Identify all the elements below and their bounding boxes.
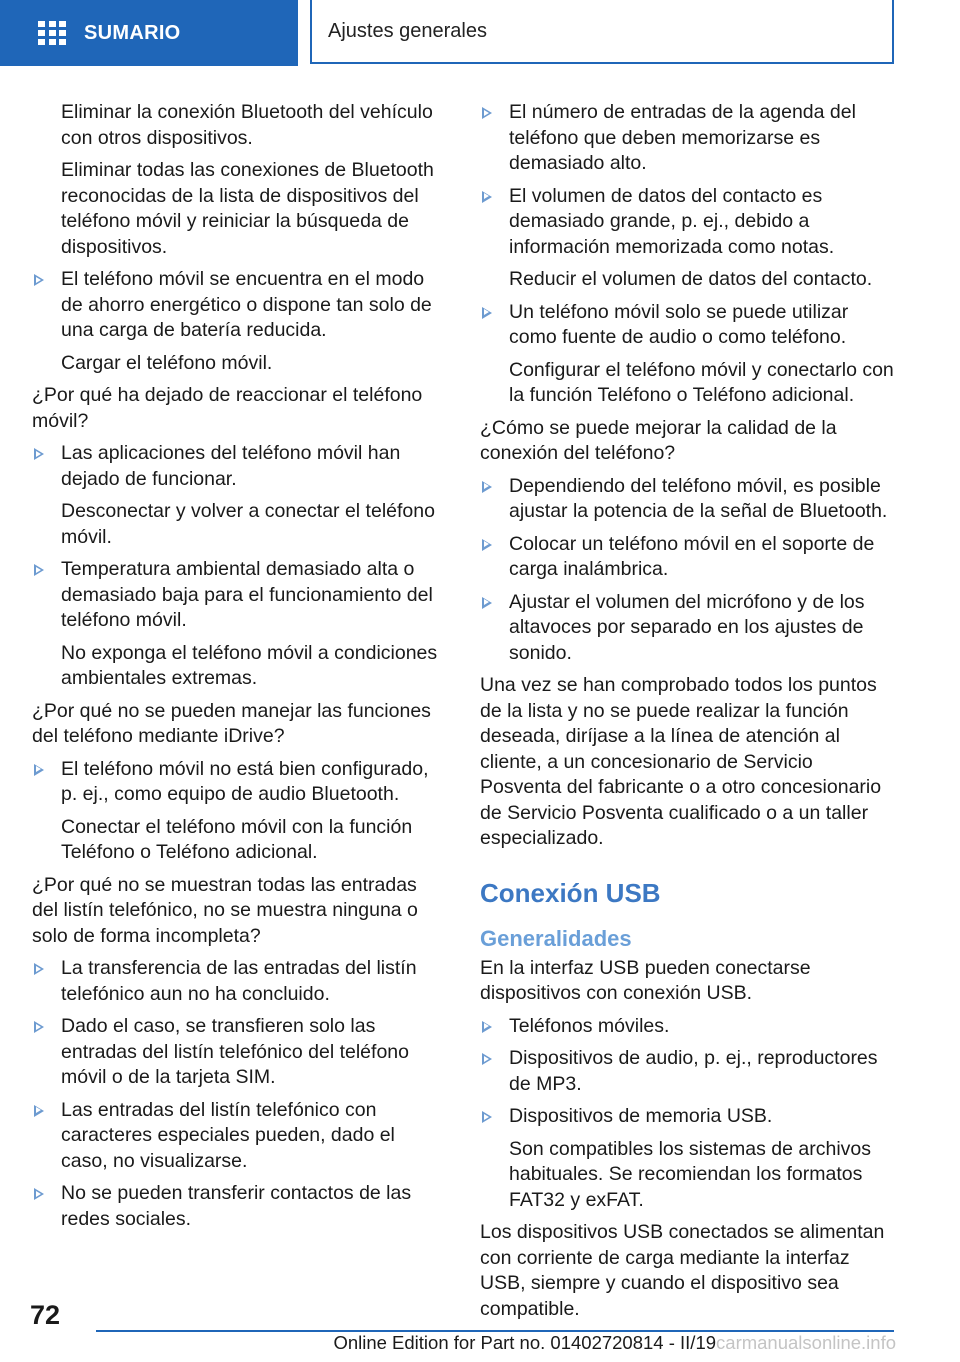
triangle-bullet-icon: [482, 1021, 492, 1033]
triangle-bullet-icon: [482, 539, 492, 551]
instruction-paragraph: Eliminar la conexión Bluetooth del vehículo con otros dispositivos.: [61, 101, 433, 149]
bullet-text: Teléfonos móviles.: [509, 1014, 670, 1037]
bullet-text: Ajustar el volumen del micrófono y de los altavoces por separado en los ajustes de sonido.: [509, 590, 865, 664]
bullet-text: El teléfono móvil no está bien configurado, p. ej., como equipo de audio Bluetooth.: [61, 757, 429, 805]
bullet-item: [32, 1181, 446, 1232]
bullet-item: [480, 1104, 894, 1130]
bullet-text: El volumen de datos del contacto es demasiado grande, p. ej., debido a información memorizada como notas.: [509, 184, 835, 258]
page-number: 72: [30, 1300, 61, 1330]
sumario-label: SUMARIO: [84, 21, 181, 44]
footer-edition: [96, 1332, 896, 1354]
triangle-bullet-icon: [482, 597, 492, 609]
instruction-paragraph: Reducir el volumen de datos del contacto.: [509, 268, 873, 290]
bullet-item: [480, 100, 894, 177]
bullet-text: Dispositivos de memoria USB.: [509, 1105, 773, 1127]
triangle-bullet-icon: [482, 481, 492, 493]
instruction-paragraph: Desconectar y volver a conectar el teléfono móvil.: [61, 500, 435, 548]
bullet-text: Dispositivos de audio, p. ej., reproductores de MP3.: [509, 1047, 878, 1095]
bullet-item: [480, 1046, 894, 1097]
triangle-bullet-icon: [34, 1021, 44, 1033]
body-paragraph: ¿Por qué ha dejado de reaccionar el teléfono móvil?: [32, 384, 423, 432]
bullet-text: Dado el caso, se transfieren solo las entradas del listín telefónico del teléfono móvil o de la tarjeta SIM.: [61, 1015, 409, 1088]
triangle-bullet-icon: [34, 1105, 44, 1117]
instruction-paragraph: Son compatibles los sistemas de archivos habituales. Se recomiendan los formatos FAT32 y exFAT.: [509, 1137, 871, 1211]
bullet-item: [480, 1014, 894, 1040]
body-paragraph: ¿Cómo se puede mejorar la calidad de la conexión del teléfono?: [480, 416, 837, 464]
bullet-text: Las entradas del listín telefónico con caracteres especiales pueden, dado el caso, no visualizarse.: [61, 1098, 395, 1172]
bullet-text: Dependiendo del teléfono móvil, es posible ajustar la potencia de la señal de Bluetooth.: [509, 474, 888, 522]
triangle-bullet-icon: [482, 1111, 492, 1123]
bullet-text: Colocar un teléfono móvil en el soporte de carga inalámbrica.: [509, 532, 875, 580]
page-header: [0, 0, 960, 66]
body-paragraph: Una vez se han comprobado todos los puntos de la lista y no se puede realizar la función deseada, diríjase a la línea de atención al cliente, a un concesionario de Servicio Posventa del fabricante o a otro concesionario de Servicio Posventa cualificado o a un taller especializado.: [480, 674, 882, 849]
triangle-bullet-icon: [482, 107, 492, 119]
instruction-paragraph: Configurar el teléfono móvil y conectarlo con la función Teléfono o Teléfono adicional.: [509, 358, 894, 406]
instruction-paragraph: No exponga el teléfono móvil a condiciones ambientales extremas.: [61, 641, 438, 689]
bullet-text: El número de entradas de la agenda del teléfono que deben memorizarse es demasiado alto.: [509, 101, 856, 174]
body-paragraph: Los dispositivos USB conectados se alimentan con corriente de carga mediante la interfaz USB, siempre y cuando el dispositivo sea compatible.: [480, 1221, 885, 1320]
bullet-text: La transferencia de las entradas del listín telefónico aun no ha concluido.: [61, 957, 417, 1005]
triangle-bullet-icon: [482, 1053, 492, 1065]
bullet-item: [32, 757, 446, 808]
bullet-text: El teléfono móvil se encuentra en el modo de ahorro energético o dispone tan solo de una carga de batería reducida.: [61, 268, 432, 341]
triangle-bullet-icon: [34, 764, 44, 776]
instruction-paragraph: Conectar el teléfono móvil con la función Teléfono o Teléfono adicional.: [61, 815, 413, 863]
section-title-tab: [310, 0, 894, 64]
subsection-heading: Generalidades: [480, 925, 632, 951]
bullet-item: [32, 1014, 446, 1091]
left-column: [32, 100, 446, 1239]
right-column: [480, 100, 894, 1329]
triangle-bullet-icon: [34, 564, 44, 576]
section-title: Ajustes generales: [328, 19, 487, 42]
bullet-text: Un teléfono móvil solo se puede utilizar como fuente de audio o como teléfono.: [509, 300, 849, 348]
bullet-item: [480, 590, 894, 667]
bullet-item: [480, 184, 894, 261]
bullet-item: [32, 1098, 446, 1175]
sumario-button[interactable]: [0, 0, 298, 66]
bullet-item: [480, 474, 894, 525]
triangle-bullet-icon: [482, 307, 492, 319]
bullet-item: [32, 267, 446, 344]
triangle-bullet-icon: [482, 191, 492, 203]
triangle-bullet-icon: [34, 963, 44, 975]
bullet-text: Las aplicaciones del teléfono móvil han dejado de funcionar.: [61, 442, 401, 490]
body-paragraph: ¿Por qué no se pueden manejar las funciones del teléfono mediante iDrive?: [32, 699, 431, 747]
instruction-paragraph: Cargar el teléfono móvil.: [61, 351, 273, 374]
body-paragraph: En la interfaz USB pueden conectarse dispositivos con conexión USB.: [480, 956, 811, 1004]
section-heading: Conexión USB: [480, 877, 661, 908]
bullet-text: Temperatura ambiental demasiado alta o demasiado baja para el funcionamiento del teléfono móvil.: [61, 558, 433, 631]
edition-text: Online Edition for Part no. 01402720814 - II/19: [333, 1332, 717, 1353]
bullet-item: [32, 557, 446, 634]
instruction-paragraph: Eliminar todas las conexiones de Bluetooth reconocidas de la lista de dispositivos del teléfono móvil y reiniciar la búsqueda de dispositivos.: [61, 159, 434, 258]
watermark-text: carmanualsonline.info: [716, 1332, 896, 1353]
bullet-item: [480, 532, 894, 583]
triangle-bullet-icon: [34, 274, 44, 286]
body-paragraph: ¿Por qué no se muestran todas las entradas del listín telefónico, no se muestra ninguna o solo de forma incompleta?: [32, 873, 418, 947]
grid-menu-icon: [38, 21, 66, 45]
triangle-bullet-icon: [34, 448, 44, 460]
bullet-item: [32, 441, 446, 492]
bullet-item: [480, 300, 894, 351]
bullet-text: No se pueden transferir contactos de las redes sociales.: [61, 1182, 412, 1230]
bullet-item: [32, 956, 446, 1007]
triangle-bullet-icon: [34, 1188, 44, 1200]
